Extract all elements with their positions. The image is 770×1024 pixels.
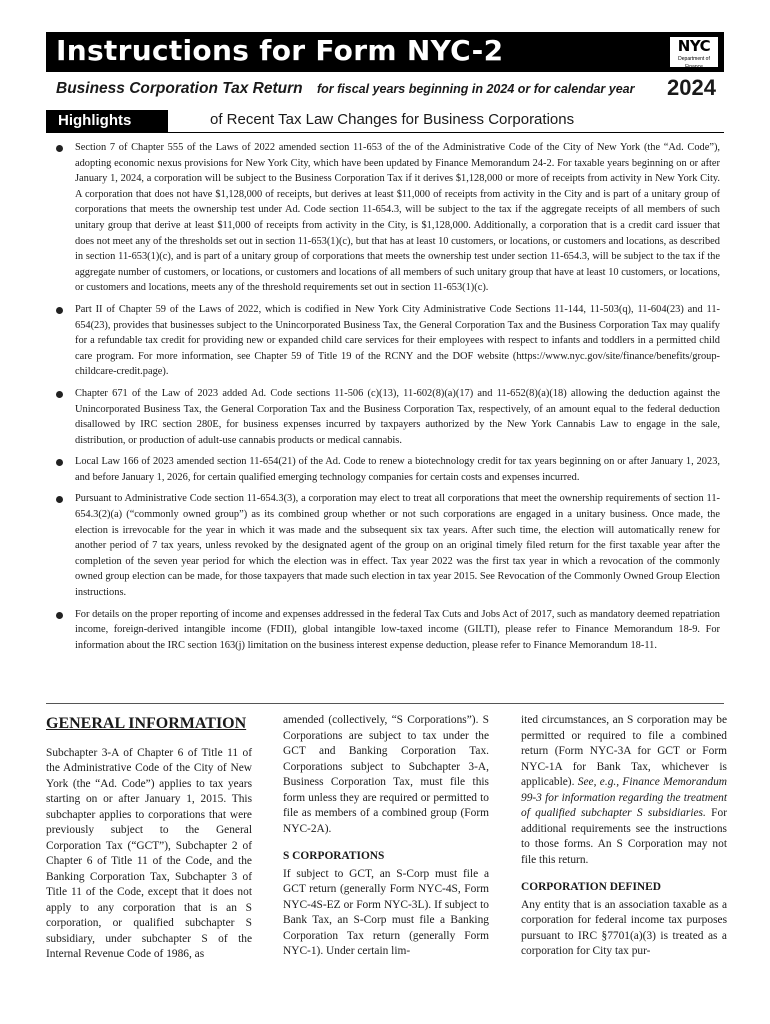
bullet-icon xyxy=(56,496,63,503)
highlights-list xyxy=(52,140,720,659)
bullet-icon xyxy=(56,612,63,619)
s-corp-text: If subject to GCT, an S-Corp must file a GCT return (generally Form NYC-4S, Form NYC-4S-EZ or Form NYC-3L). If subject to Bank Tax, an S-Corp must file a Banking Corporation Tax return (generally Form NYC-1). Under certain lim- xyxy=(283,867,489,957)
highlight-text: Pursuant to Administrative Code section 11-654.3(3), a corporation may elect to treat all corporations that meet the ownership requirements of section 11-654.3(2)(a) (“commonly owned group”) as its combined group whether or not such corporations are engaged in a unitary business. Once made, the election is irrevocable for the year in which it was made and the subsequent six tax years. After such time, the election will automatically renew for another period of 7 tax years, unless revoked by the designated agent of the group on an original timely filed return for the first taxable year after the completion of the seven year period for which the election was in effect. Tax year 2022 was the first tax year in which a revocation of the commonly owned group election can be made, for those taxpayers that made such election in tax year 2015. See Revocation of the Commonly Owned Group Election instructions. xyxy=(75,493,720,599)
s-corp-text-a: ited circumstances, an S corporation may be permitted or required to file a combined return (Form NYC-3A for GCT or Form NYC-1A for Bank Tax, whichever is applicable). xyxy=(521,714,727,788)
highlight-text: Part II of Chapter 59 of the Laws of 2022, which is codified in New York City Administrative Code Sections 11-144, 11-503(q), 11-604(23) and 11-654(23), provides that businesses subject to the Unincorporated Business Tax, the General Corporation Tax and the Business Corporation Tax may qualify for a refundable tax credit for providing new or expanded child care services for their employees with respect to infants and toddlers in a permitted child care program. For more information, see Chapter 59 of Title 19 of the RCNY and the DOF website (https://www.nyc.gov/site/finance/benefits/group-childcare-credit.page). xyxy=(75,303,720,378)
bullet-icon xyxy=(56,307,63,314)
bullet-icon xyxy=(56,145,63,152)
general-info-continued: amended (collectively, “S Corporations”). S Corporations are subject to tax under the GCT and Banking Corporation Tax. Corporations subject to Subchapter 3-A, Business Corporation Tax, must file this form unless they are required or permitted to file as members of a combined group (Form NYC-2A). xyxy=(283,714,489,835)
highlights-tag: Highlights xyxy=(46,110,168,132)
logo-text: NYC xyxy=(677,37,711,55)
column-3 xyxy=(521,713,727,960)
tax-year: 2024 xyxy=(667,75,716,100)
subtitle-rest: for fiscal years beginning in 2024 or for calendar year xyxy=(317,82,635,96)
bullet-icon xyxy=(56,459,63,466)
column-1 xyxy=(46,713,252,963)
logo-subtext: Department of Finance xyxy=(678,56,710,70)
list-item xyxy=(52,454,720,485)
list-item xyxy=(52,386,720,448)
s-corp-continued xyxy=(521,713,727,868)
highlights-banner xyxy=(46,110,724,133)
page-title: Instructions for Form NYC-2 xyxy=(56,34,504,67)
s-corp-memo-reference: See, e.g., Finance Memorandum 99-3 for information regarding the treatment of qualified subchapter S subsidiaries. xyxy=(521,776,727,819)
nyc-logo xyxy=(670,37,718,70)
general-info-heading: GENERAL INFORMATION xyxy=(46,715,247,732)
highlight-text: Local Law 166 of 2023 amended section 11-654(21) of the Ad. Code to renew a biotechnology credit for tax years beginning on or after January 1, 2023, and before January 1, 2026, for certain qualified emerging technology companies for certain costs and expenses incurred. xyxy=(75,456,720,483)
title-bar xyxy=(46,32,724,72)
corp-defined-text: Any entity that is an association taxable as a corporation for federal income tax purposes pursuant to IRC §7701(a)(3) is treated as a corporation for City tax pur- xyxy=(521,898,727,957)
bullet-icon xyxy=(56,391,63,398)
list-item xyxy=(52,302,720,380)
general-info-text: Subchapter 3-A of Chapter 6 of Title 11 of the Administrative Code of the City of New York (the “Ad. Code”) applies to tax years starting on or after January 1, 2015. This subchapter applies to corporations that were previously subject to the General Corporation Tax (“GCT”), Subchapter 2 of Chapter 6 of Title 11 of the Code, and the Banking Corporation Tax, Subchapter 3 of Title 11 of the Code, except that it does not apply to any corporation that is an S corporation, or qualified subchapter S subsidiary, under subchapter S of the Internal Revenue Code of 1986, as xyxy=(46,746,252,960)
list-item xyxy=(52,491,720,600)
highlight-text: For details on the proper reporting of income and expenses addressed in the federal Tax Cuts and Jobs Act of 2017, such as mandatory deemed repatriation income, foreign-derived intangible income (FDII), global intangible low-taxed income (GILTI), please refer to Finance Memorandum 18-9. For information about the IRC section 163(j) limitation on the business interest expense deduction, please refer to Finance Memorandum 18-11. xyxy=(75,608,720,651)
highlight-text: Section 7 of Chapter 555 of the Laws of 2022 amended section 11-653 of the of the Administrative Code of the City of New York (the “Ad. Code”), adopting economic nexus provisions for New York City, which have been updated by Finance Memorandum 24-2. For taxable years beginning on or after January 1, 2024, a corporation will be subject to the Business Corporation Tax if it derives $1,128,000 or more of receipts from activity in New York City. A corporation that does not have $1,128,000 of receipts, but derives at least $11,000 of receipts from activity in the City and is part of a unitary group of corporations that meets the ownership test under Ad. Code section 11-654.3, will be subject to the tax if the aggregate receipts of all members of such unitary group that derive at least $11,000 of receipts from activity in the City, is $1,128,000. Additionally, a corporation that is a credit card issuer that does not meet any of the thresholds set out in section 11-653(1)(c), but that has at least 10 customers, or locations, or customers and locations, as described in section 11-653(1)(c), and is part of a unitary group of corporations that meets the ownership test under section 11-654.3, will be subject to the tax if the aggregate number of customers, or locations, or customers and locations of all members of such unitary group that have at least 10 customers, or locations, or customers and locations, meets any of the threshold requirements set out in section 11-653(1)(c). xyxy=(75,142,720,294)
list-item xyxy=(52,140,720,296)
highlight-text: Chapter 671 of the Law of 2023 added Ad. Code sections 11-506 (c)(13), 11-602(8)(a)(17) and 11-652(8)(a)(18) allowing the deduction against the Unincorporated Business Tax, the General Corporation Tax and the Business Corporation Tax, respectively, of an amount equal to the federal deduction disallowed by IRC section 280E, for business expenses incurred by taxpayers authorized by the New York Cannabis Law to engage in the sale, distribution, or production of adult-use cannabis products or medical cannabis. xyxy=(75,387,720,446)
s-corp-text-b: For additional requirements see the instructions to those forms. An S Corporation may not file this return. xyxy=(521,807,727,866)
list-item xyxy=(52,607,720,654)
section-divider xyxy=(46,703,724,704)
s-corp-heading: S CORPORATIONS xyxy=(283,850,385,862)
corp-defined-heading: CORPORATION DEFINED xyxy=(521,881,661,893)
highlights-heading: of Recent Tax Law Changes for Business Corporations xyxy=(210,111,575,128)
subtitle-bold: Business Corporation Tax Return xyxy=(56,80,303,97)
form-subtitle xyxy=(46,76,724,102)
column-2 xyxy=(283,713,489,960)
